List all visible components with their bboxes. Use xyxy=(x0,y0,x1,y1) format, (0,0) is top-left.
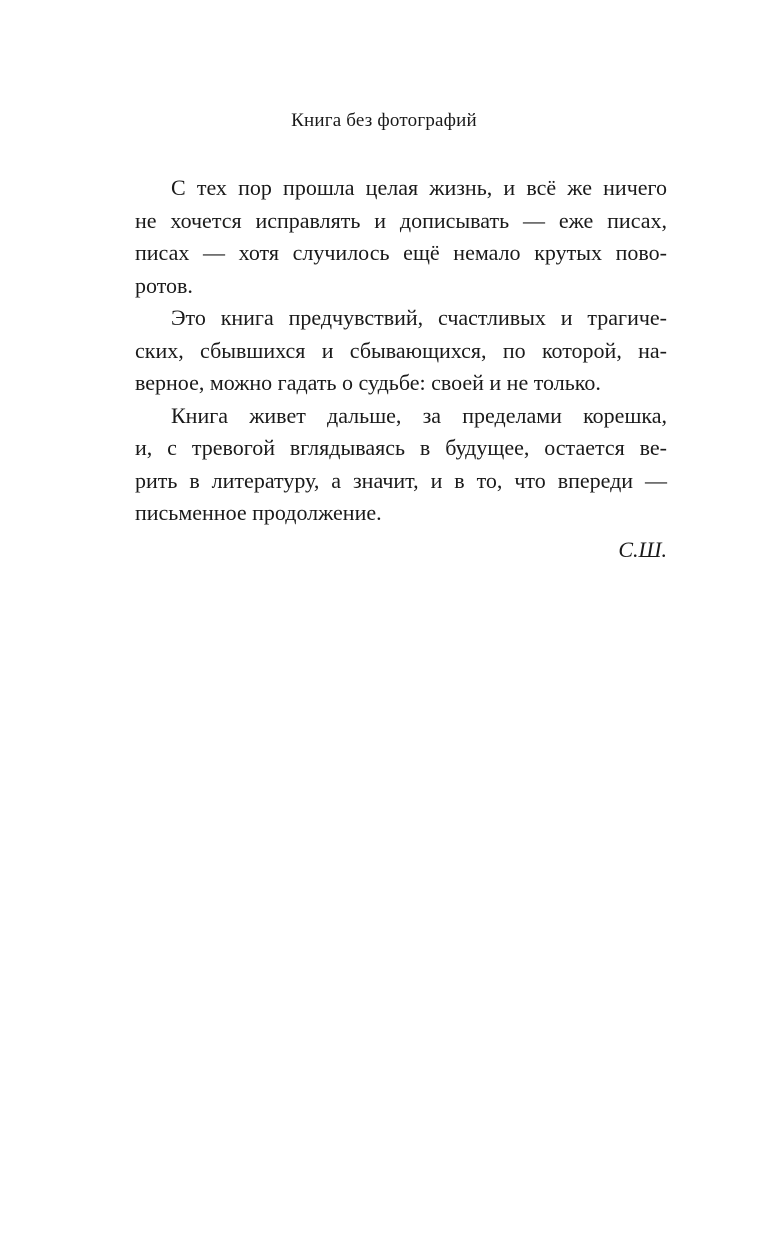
paragraph-3-line-4: письменное продолжение. xyxy=(135,500,382,525)
paragraph-3-line-3: рить в литературу, а значит, и в то, что впереди — xyxy=(135,467,667,493)
paragraph-1-line-4: ротов. xyxy=(135,272,193,298)
author-signature: С.Ш. xyxy=(618,536,667,562)
running-head: Книга без фотографий xyxy=(291,110,477,131)
paragraph-2-line-2: ских, сбывшихся и сбывающихся, по которой, на- xyxy=(135,337,667,363)
body-text xyxy=(135,172,667,568)
paragraph-1-line-3: писах — хотя случилось ещё немало крутых пово- xyxy=(135,240,667,265)
paragraph-3-line-1: Книга живет дальше, за пределами корешка, xyxy=(171,402,667,428)
paragraph-3-line-2: и, с тревогой вглядываясь в будущее, остается ве- xyxy=(135,435,667,460)
paragraph-2-line-3: верное, можно гадать о судьбе: своей и не только. xyxy=(135,370,601,395)
paragraph-2-line-1: Это книга предчувствий, счастливых и трагиче- xyxy=(171,305,667,330)
paragraph-1-line-2: не хочется исправлять и дописывать — еже писах, xyxy=(135,207,667,233)
paragraph-1-line-1: С тех пор прошла целая жизнь, и всё же ничего xyxy=(171,175,667,200)
